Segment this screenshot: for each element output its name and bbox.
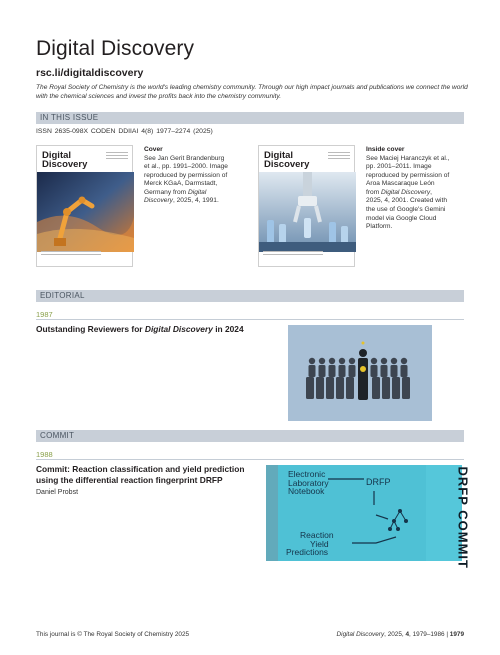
cover-description: Cover See Jan Gerit Brandenburg et al., pp. 1991–2000. Image reproduced by permission of Merck KGaA, Darmstadt, Germany from Digital Discovery, 2025, 4, 1991.	[144, 146, 228, 205]
inside-cover-description: Inside cover See Maciej Haranczyk et al., pp. 2001–2011. Image reproduced by permission of Aroa Mascaraque León from Digital Discovery, 2025, 4, 2001. Created with the use of Google's Gemini model via Google Cloud Platform.	[366, 146, 450, 231]
journal-url[interactable]: rsc.li/digitaldiscovery	[36, 67, 144, 79]
commit-author: Daniel Probst	[36, 489, 79, 496]
inside-cover-title: Digital Discovery	[264, 150, 310, 171]
section-label: IN THIS ISSUE	[40, 113, 99, 122]
footer-citation: Digital Discovery, 2025, 4, 1979–1986 | 1979	[336, 631, 464, 638]
section-label: COMMIT	[40, 431, 75, 440]
commit-graphic-drfp	[266, 465, 471, 569]
inside-cover-art-robotic-gripper	[259, 172, 356, 252]
cover-meta-lines	[106, 152, 128, 166]
editorial-graphic-reviewers	[288, 325, 432, 421]
cover-footer-lines	[41, 251, 101, 261]
inside-cover-meta-lines	[328, 152, 350, 166]
section-label: EDITORIAL	[40, 291, 85, 300]
footer-copyright: This journal is © The Royal Society of Chemistry 2025	[36, 631, 190, 638]
journal-title: Digital Discovery	[36, 37, 195, 60]
section-bar-commit	[36, 430, 464, 442]
cover-title: Digital Discovery	[42, 150, 88, 171]
section-bar-in-this-issue	[36, 112, 464, 124]
editorial-page-number: 1987	[36, 310, 53, 319]
issn-line: ISSN 2635-098X CODEN DDIIAI 4(8) 1977–2274 (2025)	[36, 128, 213, 135]
drfp-commit-side-label: DRFP COMMIT	[455, 466, 471, 569]
cover-art-robot-arm	[37, 172, 134, 252]
commit-page-number: 1988	[36, 450, 53, 459]
eln-label: Electronic Laboratory Notebook	[288, 469, 329, 496]
reaction-yield-label: Reaction Yield Predictions	[286, 530, 334, 557]
inside-cover-thumbnail[interactable]	[258, 145, 355, 267]
divider	[36, 319, 464, 320]
divider	[36, 459, 464, 460]
journal-intro: The Royal Society of Chemistry is the world's leading chemistry community. Through our high impact journals and publications we connect the world with the chemical sciences and invest the profits back into the chemistry community.	[36, 84, 468, 100]
editorial-title[interactable]: Outstanding Reviewers for Digital Discovery in 2024	[36, 324, 244, 334]
section-bar-editorial	[36, 290, 464, 302]
footer-page-number: 1979	[449, 631, 464, 638]
cover-thumbnail[interactable]	[36, 145, 133, 267]
drfp-label: DRFP	[366, 477, 391, 487]
inside-cover-footer-lines	[263, 251, 323, 261]
commit-title[interactable]: Commit: Reaction classification and yield prediction using the differential reaction fingerprint DRFP	[36, 464, 245, 486]
